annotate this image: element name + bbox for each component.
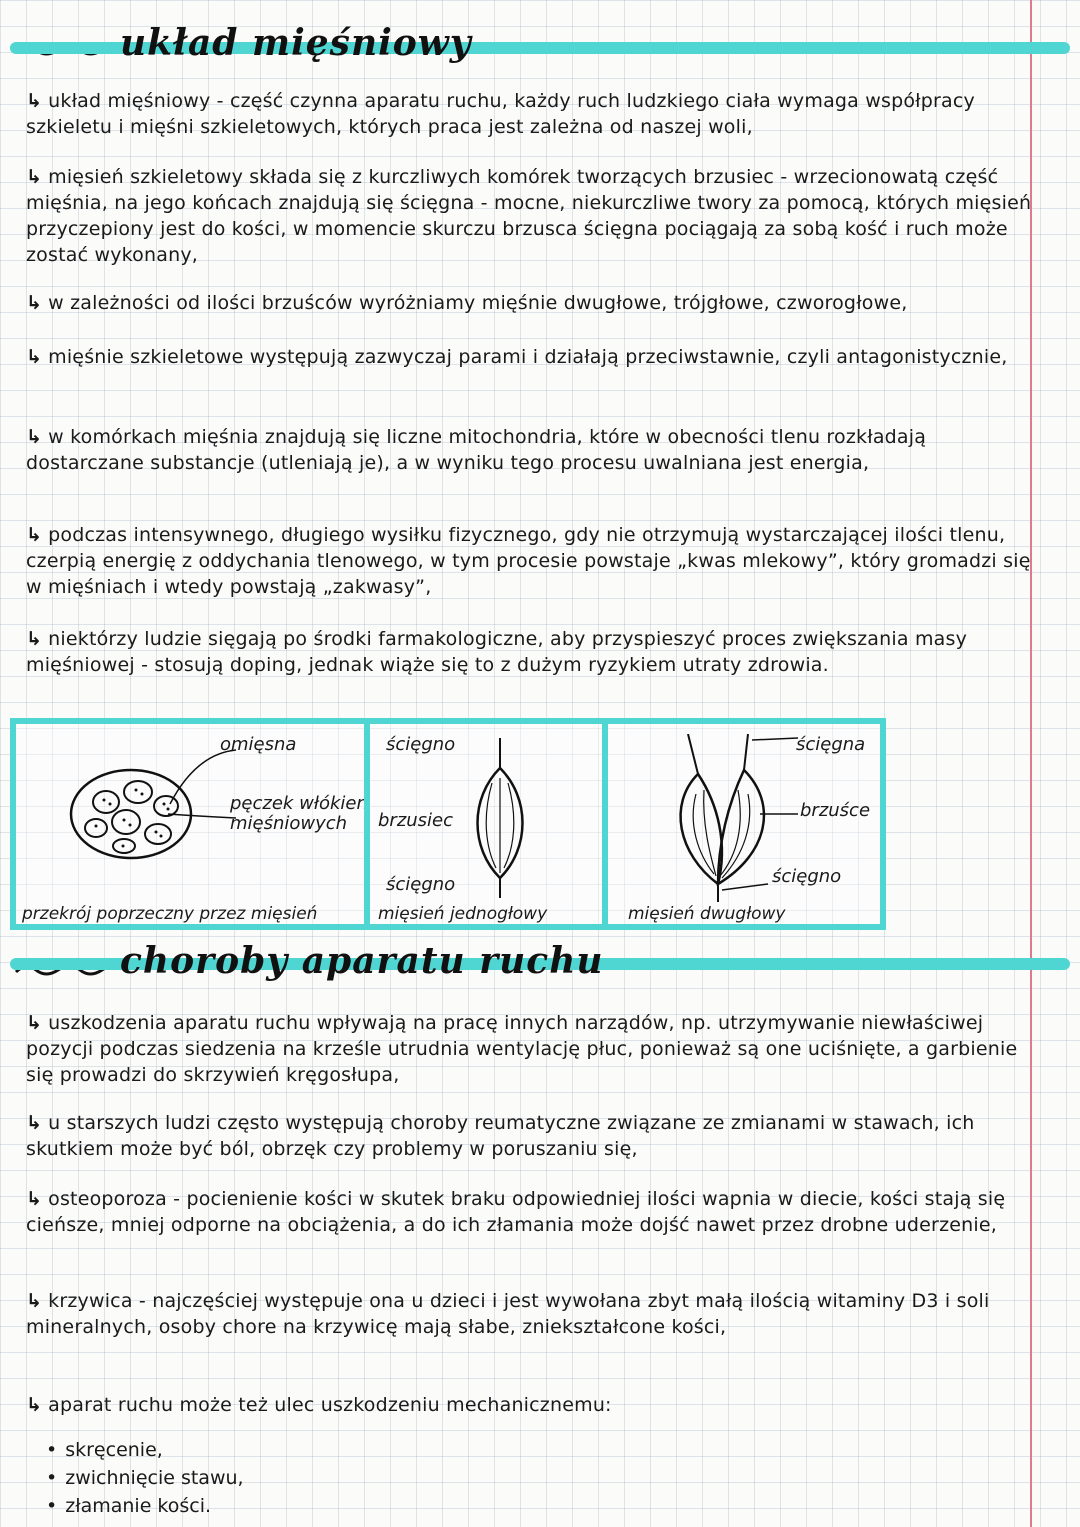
paragraph bbox=[26, 290, 1036, 316]
paragraph bbox=[26, 424, 1036, 476]
list-item: • złamanie kości. bbox=[46, 1492, 244, 1520]
label-peczek: pęczek włókien mięśniowych bbox=[230, 793, 368, 834]
arrow-icon: ↳ bbox=[26, 1394, 43, 1416]
list-item: • skręcenie, bbox=[46, 1436, 244, 1464]
section-header-uklad bbox=[0, 22, 1080, 82]
paragraph bbox=[26, 522, 1036, 600]
section-title: układ mięśniowy bbox=[120, 22, 472, 64]
label-sciegna: ścięgna bbox=[796, 734, 866, 755]
paragraph-text: uszkodzenia aparatu ruchu wpływają na pracę innych narządów, np. utrzymywanie niewłaściwej pozycji podczas siedzenia na krześle utrudnia wentylację płuc, ponieważ są one uciśnięte, a garbienie się prowadzi do skrzywień kręgosłupa, bbox=[26, 1012, 1018, 1086]
paragraph bbox=[26, 344, 1036, 370]
list-item: • zwichnięcie stawu, bbox=[46, 1464, 244, 1492]
arrow-icon: ↳ bbox=[26, 292, 43, 314]
label-sciegno-bottom: ścięgno bbox=[386, 874, 456, 895]
paragraph bbox=[26, 1288, 1036, 1340]
label-brzusiec: brzusiec bbox=[378, 810, 454, 831]
paragraph bbox=[26, 164, 1036, 268]
paragraph-text: w zależności od ilości brzuśców wyróżniamy mięśnie dwugłowe, trójgłowe, czworogłowe, bbox=[48, 292, 908, 314]
arrow-icon: ↳ bbox=[26, 628, 43, 650]
caption-double-head: mięsień dwugłowy bbox=[628, 904, 786, 924]
paragraph bbox=[26, 626, 1036, 678]
diagram-cross-section bbox=[10, 718, 370, 930]
injury-list bbox=[46, 1436, 244, 1520]
paragraph bbox=[26, 1010, 1036, 1088]
label-omiesna: omięsna bbox=[220, 734, 297, 755]
paragraph bbox=[26, 1392, 1036, 1418]
single-head-muscle-icon bbox=[440, 738, 560, 898]
paragraph-text: krzywica - najczęściej występuje ona u dzieci i jest wywołana zbyt małą ilością witaminy D3 i soli mineralnych, osoby chore na krzywicę mają słabe, zniekształcone kości, bbox=[26, 1290, 990, 1338]
paragraph bbox=[26, 1186, 1036, 1238]
section-header-choroby bbox=[0, 940, 1080, 1004]
section-title: choroby aparatu ruchu bbox=[120, 940, 604, 982]
diagram-frame bbox=[10, 718, 886, 930]
paragraph-text: mięśnie szkieletowe występują zazwyczaj parami i działają przeciwstawnie, czyli antagonistycznie, bbox=[48, 346, 1008, 368]
arrow-icon: ↳ bbox=[26, 166, 43, 188]
diagram-double-head bbox=[602, 718, 886, 930]
arrow-icon: ↳ bbox=[26, 524, 43, 546]
paragraph-text: niektórzy ludzie sięgają po środki farmakologiczne, aby przyspieszyć proces zwiększania masy mięśniowej - stosują doping, jednak wiąże się to z dużym ryzykiem utraty zdrowia. bbox=[26, 628, 968, 676]
arrow-icon: ↳ bbox=[26, 1188, 43, 1210]
paragraph-text: podczas intensywnego, długiego wysiłku fizycznego, gdy nie otrzymują wystarczającej ilości tlenu, czerpią energię z oddychania tlenowego, w tym procesie powstaje „kwas mlekowy”, który gromadzi się w mięśniach i wtedy powstają „zakwasy”, bbox=[26, 524, 1031, 598]
label-sciegno-top: ścięgno bbox=[386, 734, 456, 755]
arrow-icon: ↳ bbox=[26, 90, 43, 112]
diagram-single-head bbox=[364, 718, 608, 930]
paragraph-text: aparat ruchu może też ulec uszkodzeniu mechanicznemu: bbox=[48, 1394, 612, 1416]
paragraph-text: w komórkach mięśnia znajdują się liczne mitochondria, które w obecności tlenu rozkładają dostarczane substancje (utleniają je), a w wyniku tego procesu uwalniana jest energia, bbox=[26, 426, 927, 474]
arrow-icon: ↳ bbox=[26, 346, 43, 368]
label-brzusce: brzuśce bbox=[800, 800, 871, 821]
arrow-icon: ↳ bbox=[26, 1112, 43, 1134]
label-sciegno: ścięgno bbox=[772, 866, 842, 887]
arrow-icon: ↳ bbox=[26, 1012, 43, 1034]
arrow-icon: ↳ bbox=[26, 426, 43, 448]
paragraph-text: układ mięśniowy - część czynna aparatu ruchu, każdy ruch ludzkiego ciała wymaga współpracy szkieletu i mięśni szkieletowych, których praca jest zależna od naszej woli, bbox=[26, 90, 975, 138]
paragraph bbox=[26, 1110, 1036, 1162]
caption-cross-section: przekrój poprzeczny przez mięsień bbox=[22, 904, 318, 924]
caption-single-head: mięsień jednogłowy bbox=[378, 904, 548, 924]
paragraph-text: osteoporoza - pocienienie kości w skutek braku odpowiedniej ilości wapnia w diecie, kości stają się cieńsze, mniej odporne na obciążenia, a do ich złamania może dojść nawet przez drobne uderzenie, bbox=[26, 1188, 1006, 1236]
paragraph-text: mięsień szkieletowy składa się z kurczliwych komórek tworzących brzusiec - wrzecionowatą część mięśnia, na jego końcach znajdują się ścięgna - mocne, niekurczliwe twory za pomocą, których mięsień przyczepiony jest do kości, w momencie skurczu brzusca ścięgna pociągają za sobą kość i ruch może zostać wykonany, bbox=[26, 166, 1032, 266]
arrow-icon: ↳ bbox=[26, 1290, 43, 1312]
paragraph bbox=[26, 88, 1036, 140]
paragraph-text: u starszych ludzi często występują choroby reumatyczne związane ze zmianami w stawach, ich skutkiem może być ból, obrzęk czy problemy w poruszaniu się, bbox=[26, 1112, 975, 1160]
